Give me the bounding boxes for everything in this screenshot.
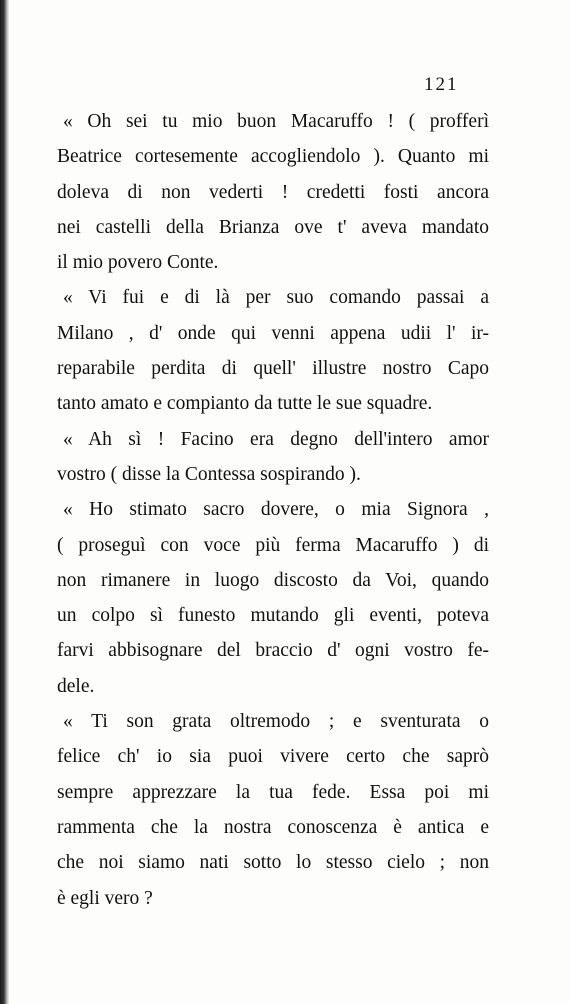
text-line: « Vi fui e di là per suo comando passai a (63, 287, 489, 309)
text-line: rammenta che la nostra conoscenza è antica e (57, 816, 489, 838)
text-line: farvi abbisognare del braccio d' ogni vostro fe- (57, 640, 489, 662)
text-line: doleva di non vederti ! credetti fosti ancora (57, 181, 489, 203)
text-line: « Ti son grata oltremodo ; e sventurata o (63, 711, 489, 733)
text-line: che noi siamo nati sotto lo stesso cielo ; non (57, 852, 489, 874)
text-line: tanto amato e compianto da tutte le sue squadre. (57, 393, 433, 415)
text-line: vostro ( disse la Contessa sospirando ). (57, 463, 361, 485)
body-text (57, 104, 489, 916)
text-line: reparabile perdita di quell' illustre nostro Capo (57, 358, 489, 380)
text-line: il mio povero Conte. (57, 252, 219, 274)
text-line: è egli vero ? (57, 887, 153, 909)
text-line: « Ah sì ! Facino era degno dell'intero amor (63, 428, 489, 450)
binding-edge (0, 0, 9, 1004)
page-number: 121 (424, 74, 459, 95)
text-line: « Oh sei tu mio buon Macaruffo ! ( profferì (63, 111, 489, 132)
text-line: dele. (57, 675, 95, 697)
text-line: ( proseguì con voce più ferma Macaruffo ) di (57, 534, 489, 556)
text-line: sempre apprezzare la tua fede. Essa poi mi (57, 781, 489, 803)
text-line: Milano , d' onde qui venni appena udii l' ir- (57, 322, 489, 344)
text-line: un colpo sì funesto mutando gli eventi, poteva (57, 605, 489, 627)
text-line: nei castelli della Brianza ove t' aveva mandato (57, 216, 489, 238)
text-line: non rimanere in luogo discosto da Voi, quando (57, 569, 489, 591)
text-line: Beatrice cortesemente accogliendolo ). Quanto mi (57, 146, 489, 168)
text-line: « Ho stimato sacro dovere, o mia Signora , (63, 499, 489, 521)
text-line: felice ch' io sia puoi vivere certo che saprò (57, 746, 489, 768)
